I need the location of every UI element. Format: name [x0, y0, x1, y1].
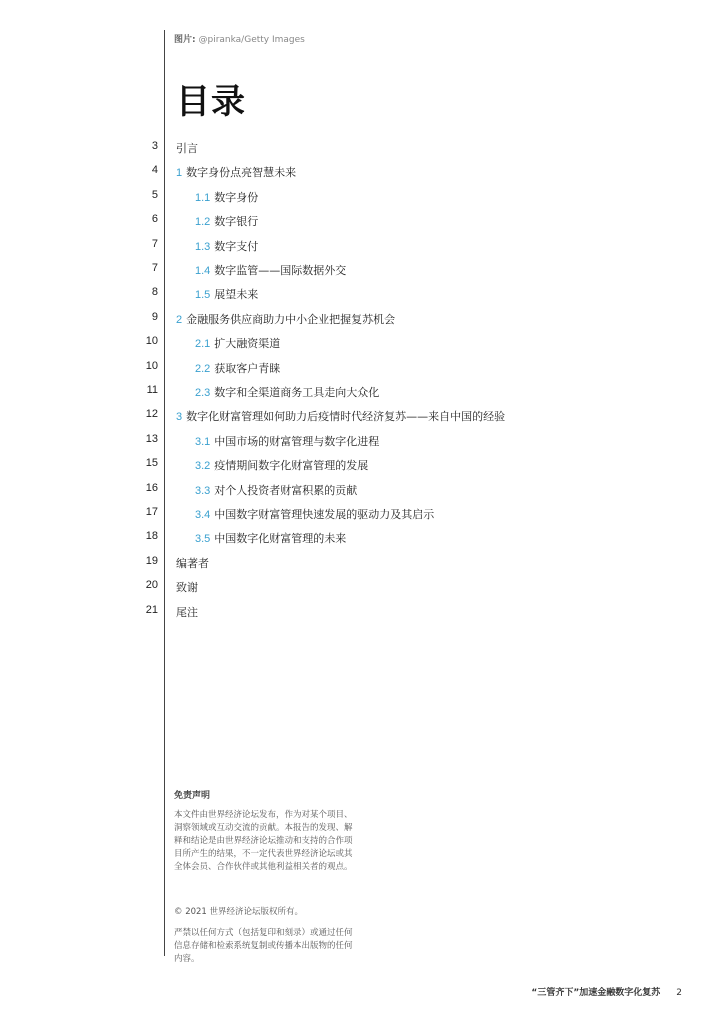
page-footer [531, 985, 682, 998]
toc-entry-label: 获取客户青睐 [214, 361, 281, 375]
toc-entry[interactable] [0, 384, 724, 406]
toc-entry-title [195, 457, 368, 473]
toc-page-number: 16 [145, 481, 158, 494]
toc-entry-title [195, 506, 434, 522]
toc-entry-title [176, 579, 198, 595]
toc-section-number: 1.2 [195, 216, 211, 229]
page-title: 目录 [176, 82, 246, 122]
toc-entry-title [195, 335, 280, 351]
toc-page-number: 10 [145, 335, 158, 348]
toc-section-number: 3 [176, 411, 183, 424]
toc-entry-label: 展望未来 [214, 288, 259, 302]
toc-entry-label: 数字支付 [214, 239, 259, 253]
toc-entry[interactable] [0, 140, 724, 162]
toc-entry[interactable] [0, 604, 724, 626]
copyright-notice [174, 906, 354, 974]
toc-section-number: 3.2 [195, 460, 211, 473]
toc-entry-title [195, 433, 379, 449]
toc-page-number: 20 [145, 579, 158, 592]
toc-section-number: 1 [176, 167, 183, 180]
toc-page-number: 12 [145, 408, 158, 421]
photo-credit [174, 32, 305, 45]
toc-section-number: 2 [176, 313, 183, 326]
toc-entry-label: 疫情期间数字化财富管理的发展 [214, 459, 369, 473]
toc-page-number: 21 [145, 603, 158, 616]
toc-entry[interactable] [0, 555, 724, 577]
toc-page-number: 4 [151, 164, 158, 177]
toc-section-number: 3.3 [195, 484, 211, 497]
toc-section-number: 3.4 [195, 509, 211, 521]
toc-entry[interactable] [0, 164, 724, 186]
toc-section-number: 1.4 [195, 265, 211, 277]
disclaimer-body: 本文件由世界经济论坛发布，作为对某个项目、洞察领域或互动交流的贡献。本报告的发现、解释和结论是由世界经济论坛推动和支持的合作项目所产生的结果，不一定代表世界经济论坛或其全体会员、合作伙伴或其他利益相关者的观点。 [174, 810, 353, 872]
photo-credit-label: 图片: [174, 35, 196, 45]
toc-entry-label: 数字银行 [214, 215, 259, 229]
disclaimer [174, 788, 354, 874]
disclaimer-heading: 免责声明 [174, 791, 211, 801]
toc-entry[interactable] [0, 335, 724, 357]
toc-entry-title [195, 189, 258, 205]
toc-entry[interactable] [0, 286, 724, 308]
toc-section-number: 2.2 [195, 362, 211, 375]
toc-entry-title [195, 238, 258, 254]
toc-entry[interactable] [0, 262, 724, 284]
toc-entry-label: 中国市场的财富管理与数字化进程 [214, 434, 380, 448]
toc-section-number: 1.1 [195, 191, 211, 204]
toc-entry-label: 扩大融资渠道 [214, 337, 281, 351]
toc-entry-title [195, 384, 379, 400]
toc-entry[interactable] [0, 530, 724, 552]
toc-entry-label: 中国数字化财富管理的未来 [214, 532, 347, 546]
reproduction-notice: 严禁以任何方式（包括复印和刻录）或通过任何信息存储和检索系统复制或传播本出版物的任何内容。 [174, 928, 353, 964]
toc-entry-title [176, 311, 395, 327]
toc-entry-title [195, 530, 346, 546]
toc-entry[interactable] [0, 482, 724, 504]
toc-page-number: 10 [145, 359, 158, 372]
toc-entry-title [195, 360, 280, 376]
toc-page-number: 13 [145, 432, 158, 445]
footer-title: “三管齐下”加速金融数字化复苏 [531, 988, 661, 998]
toc-page-number: 17 [145, 506, 158, 518]
toc-entry-label: 金融服务供应商助力中小企业把握复苏机会 [186, 312, 396, 326]
toc-entry[interactable] [0, 408, 724, 430]
toc-entry-label: 编著者 [176, 556, 209, 570]
toc-entry-title [176, 164, 296, 180]
toc-entry[interactable] [0, 579, 724, 601]
toc-page-number: 5 [151, 188, 158, 201]
toc-entry[interactable] [0, 457, 724, 479]
toc-entry-label: 引言 [176, 142, 198, 155]
toc-entry-title [176, 604, 198, 620]
toc-entry-label: 数字身份点亮智慧未来 [186, 166, 297, 180]
toc-entry[interactable] [0, 213, 724, 235]
toc-entry-title [176, 408, 505, 424]
toc-entry-label: 致谢 [176, 581, 198, 595]
toc-entry-label: 数字监管——国际数据外交 [214, 264, 347, 277]
toc-entry[interactable] [0, 433, 724, 455]
toc-entry-label: 中国数字财富管理快速发展的驱动力及其启示 [214, 508, 435, 521]
toc-entry[interactable] [0, 360, 724, 382]
toc-page-number: 6 [151, 213, 158, 226]
toc-page-number: 11 [146, 384, 158, 396]
toc-page-number: 7 [151, 237, 158, 250]
toc-page-number: 8 [151, 286, 158, 299]
photo-credit-text: @piranka/Getty Images [198, 35, 305, 45]
copyright-line: © 2021 世界经济论坛版权所有。 [174, 907, 304, 917]
toc-page-number: 7 [151, 262, 158, 274]
toc-entry-label: 对个人投资者财富积累的贡献 [214, 483, 358, 497]
toc-section-number: 1.5 [195, 289, 211, 302]
toc-page-number: 3 [151, 140, 158, 152]
toc-entry[interactable] [0, 311, 724, 333]
toc-entry-label: 数字和全渠道商务工具走向大众化 [214, 386, 380, 399]
toc-section-number: 3.1 [195, 435, 211, 448]
toc-entry-title [195, 286, 258, 302]
toc-page-number: 9 [151, 310, 158, 323]
toc-page-number: 19 [145, 554, 158, 567]
toc-section-number: 1.3 [195, 240, 211, 253]
toc-page-number: 15 [145, 457, 158, 470]
toc-entry-title [195, 482, 357, 498]
toc-page-number: 18 [145, 530, 158, 543]
toc-entry[interactable] [0, 238, 724, 260]
toc-section-number: 2.1 [195, 338, 211, 351]
toc-entry-label: 数字身份 [214, 190, 259, 204]
toc-entry-label: 数字化财富管理如何助力后疫情时代经济复苏——来自中国的经验 [186, 410, 506, 424]
toc-entry[interactable] [0, 189, 724, 211]
footer-page-number: 2 [676, 988, 682, 998]
toc-section-number: 3.5 [195, 533, 211, 546]
toc-entry-title [195, 213, 258, 229]
toc-entry-title [176, 555, 209, 571]
toc-entry-label: 尾注 [176, 605, 198, 619]
toc-entry-title [176, 140, 198, 156]
toc-entry[interactable] [0, 506, 724, 528]
toc-section-number: 2.3 [195, 387, 211, 399]
toc-entry-title [195, 262, 346, 278]
